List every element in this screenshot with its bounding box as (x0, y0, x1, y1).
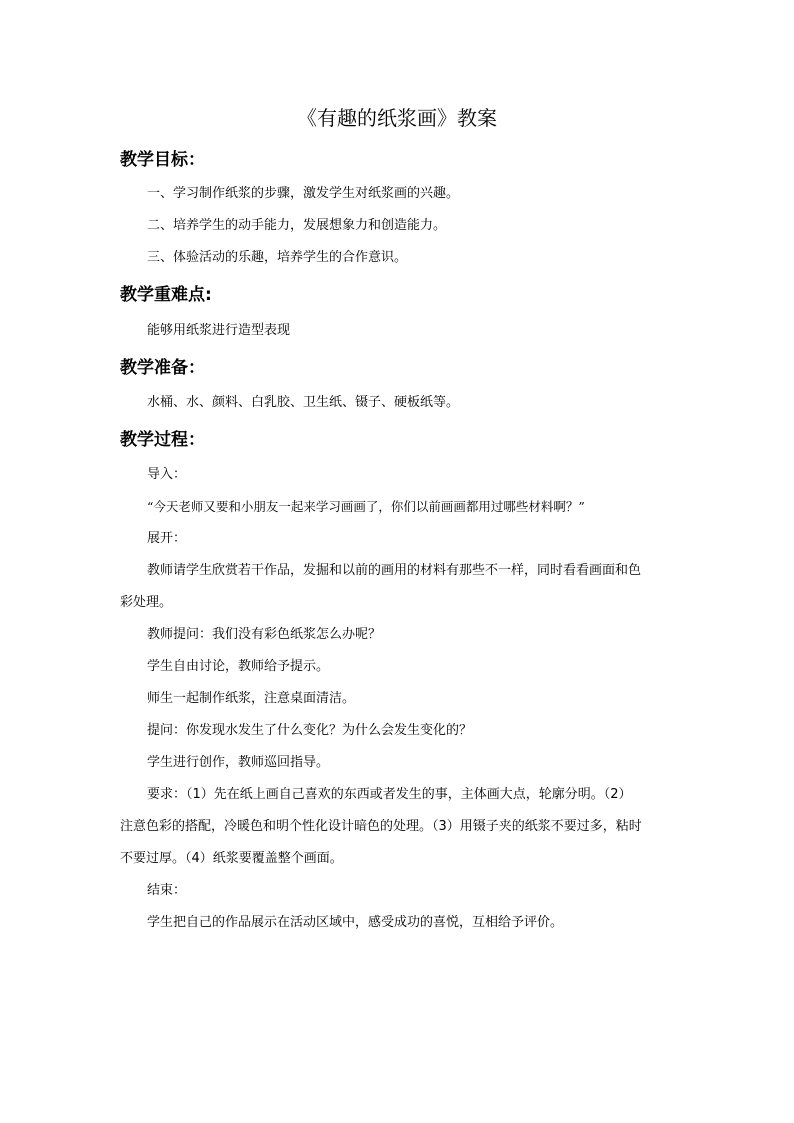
heading-teaching-goals: 教学目标： (120, 150, 205, 170)
process-line-end-label: 结束： (147, 883, 187, 898)
process-line-discussion: 学生自由讨论，教师给予提示。 (147, 659, 330, 674)
page-title: 《有趣的纸浆画》教案 (297, 106, 497, 130)
heading-key-points: 教学重难点: (120, 285, 212, 305)
process-line-requirements: 要求：（1）先在纸上画自己喜欢的东西或者发生的事，主体画大点，轮廓分明。（2） (147, 787, 632, 802)
process-line-make-pulp: 师生一起制作纸浆，注意桌面清洁。 (147, 691, 356, 706)
preparation-item-1: 水桶、水、颜料、白乳胶、卫生纸、镊子、硬板纸等。 (147, 395, 460, 410)
process-line-teacher-question: 教师提问：我们没有彩色纸浆怎么办呢？ (147, 627, 382, 642)
goal-item-3: 三、体验活动的乐趣，培养学生的合作意识。 (147, 250, 408, 265)
process-line-appreciate-cont: 彩处理。 (120, 595, 173, 610)
process-line-requirements-cont-2: 不要过厚。（4）纸浆要覆盖整个画面。 (120, 851, 343, 866)
heading-process: 教学过程： (120, 430, 205, 450)
process-line-intro-label: 导入： (147, 467, 187, 482)
process-line-create: 学生进行创作，教师巡回指导。 (147, 755, 330, 770)
goal-item-1: 一、学习制作纸浆的步骤，激发学生对纸浆画的兴趣。 (147, 186, 460, 201)
heading-preparation: 教学准备： (120, 358, 205, 378)
process-line-ask: 提问：你发现水发生了什么变化？为什么会发生变化的？ (147, 723, 473, 738)
goal-item-2: 二、培养学生的动手能力，发展想象力和创造能力。 (147, 218, 447, 233)
process-line-end-display: 学生把自己的作品展示在活动区域中，感受成功的喜悦，互相给予评价。 (147, 915, 564, 930)
key-point-item-1: 能够用纸浆进行造型表现 (147, 323, 291, 338)
process-line-develop-label: 展开： (147, 531, 187, 546)
process-line-appreciate: 教师请学生欣赏若干作品，发掘和以前的画用的材料有那些不一样，同时看看画面和色 (147, 563, 642, 578)
process-line-requirements-cont-1: 注意色彩的搭配，冷暖色和明个性化设计暗色的处理。（3）用镊子夹的纸浆不要过多，粘时 (120, 819, 642, 834)
process-line-intro-quote: “今天老师又要和小朋友一起来学习画画了，你们以前画画都用过哪些材料啊？” (147, 499, 585, 514)
